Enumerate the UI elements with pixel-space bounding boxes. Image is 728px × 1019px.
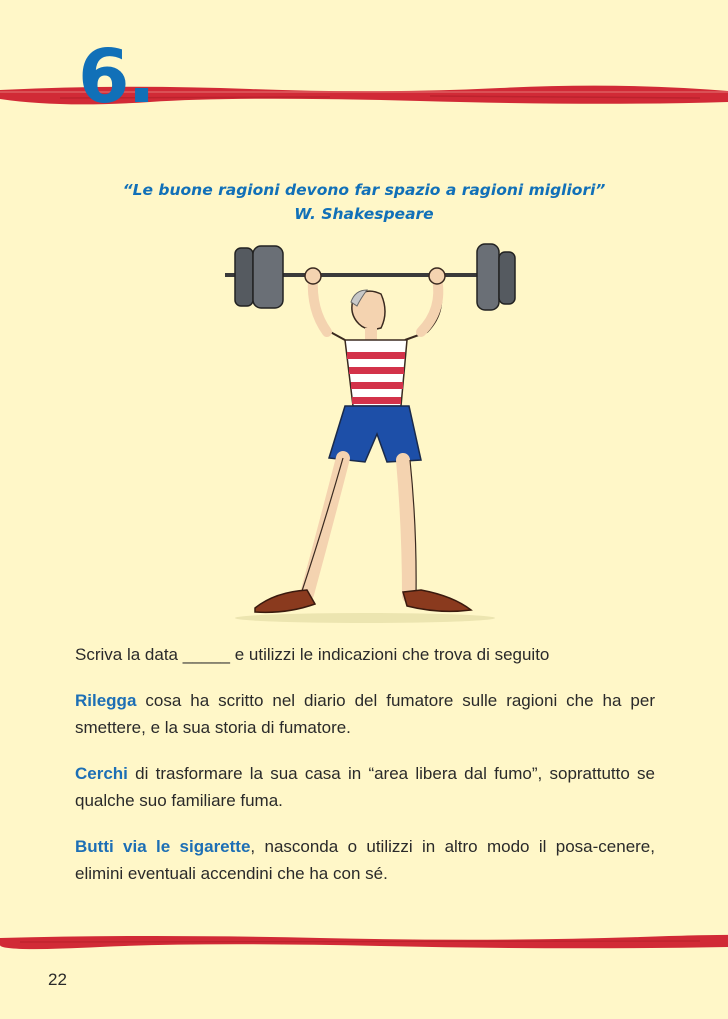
weight-plate-icon [253, 246, 283, 308]
instruction-text: , nasconda o utilizzi in altro modo il posa-cenere, elimini eventuali accendini che ha con sé. [75, 837, 655, 883]
quote-author: W. Shakespeare [294, 205, 434, 224]
instruction-text: di trasformare la sua casa in “area libera dal fumo”, soprattutto se qualche suo familiare fuma. [75, 764, 655, 810]
quote-text: “Le buone ragioni devono far spazio a ragioni migliori” [122, 181, 606, 199]
instruction-keyword: Cerchi [75, 764, 128, 783]
weightlifter-illustration [195, 228, 535, 628]
quote-block [60, 178, 668, 226]
instructions-intro: Scriva la data _____ e utilizzi le indicazioni che trova di seguito [75, 645, 550, 664]
instruction-keyword: Butti via le sigarette [75, 837, 251, 856]
weight-plate-icon [235, 248, 253, 306]
weight-plate-icon [477, 244, 499, 310]
instruction-item [75, 833, 655, 887]
chapter-number: 6. [78, 34, 154, 120]
page-number: 22 [48, 970, 67, 989]
instruction-item [75, 760, 655, 814]
weight-plate-icon [499, 252, 515, 304]
instruction-keyword: Rilegga [75, 691, 137, 710]
instruction-text: cosa ha scritto nel diario del fumatore sulle ragioni che ha per smettere, e la sua storia di fumatore. [75, 691, 655, 737]
instruction-item [75, 687, 655, 741]
instructions [75, 641, 655, 906]
bottom-brush-stroke [0, 930, 728, 954]
